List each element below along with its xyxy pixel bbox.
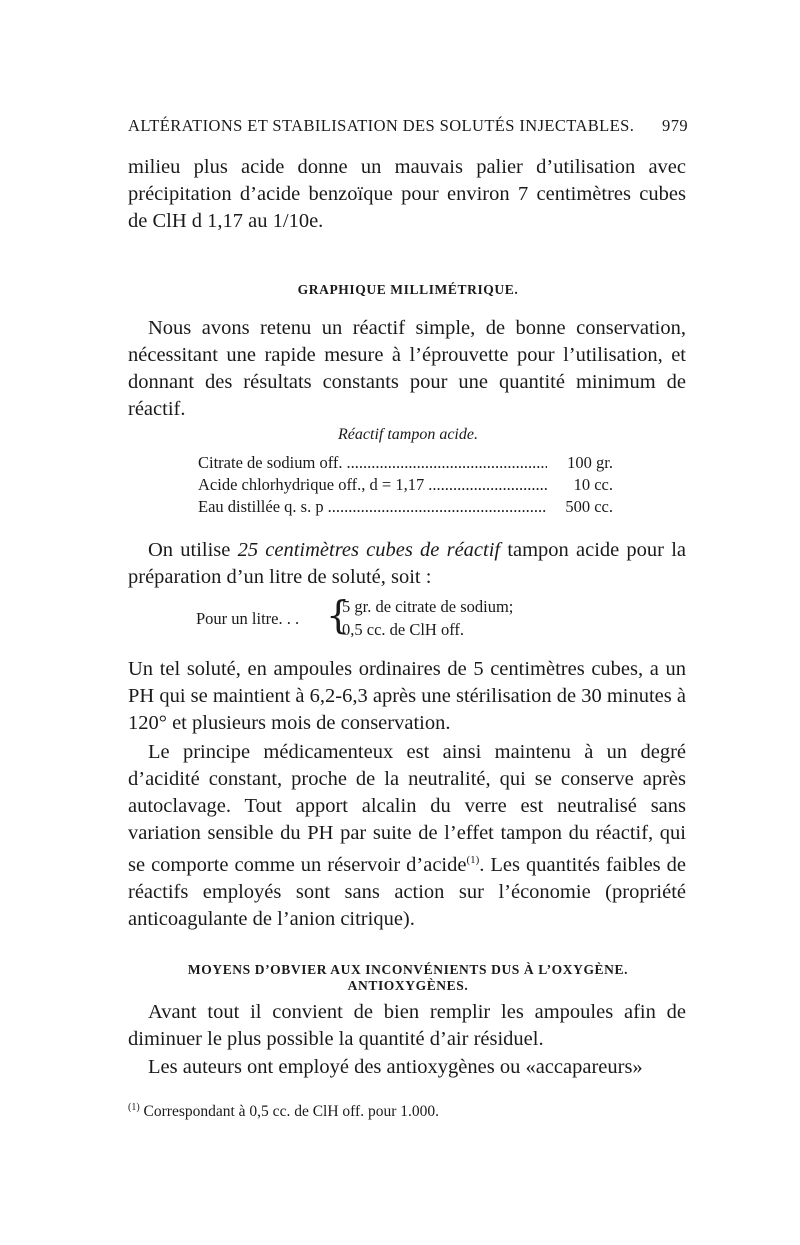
reagent-row bbox=[198, 453, 613, 473]
page-number: 979 bbox=[662, 116, 688, 135]
reagent-quantity: 100 gr. bbox=[567, 453, 613, 472]
section1-paragraph: Nous avons retenu un réactif simple, de bonne conservation, nécessitant une rapide mesure à l’éprouvette pour l’utilisation, et donnant des résultats constants pour une quantité minimum de réactif. bbox=[128, 317, 686, 420]
leader-dots bbox=[428, 475, 547, 495]
running-title: ALTÉRATIONS ET STABILISATION DES SOLUTÉS INJECTABLES. bbox=[128, 116, 635, 135]
running-header bbox=[128, 116, 688, 136]
usage-text-before: On utilise bbox=[148, 539, 231, 561]
reagent-name: Acide chlorhydrique off., d = 1,17 bbox=[198, 475, 425, 494]
usage-emphasis: 25 centimètres cubes de réactif bbox=[237, 539, 501, 561]
reagent-name: Eau distillée q. s. p bbox=[198, 497, 324, 516]
usage-text-after: tampon acide pour la préparation d’un litre de soluté, soit : bbox=[128, 539, 686, 588]
reagent-row bbox=[198, 497, 613, 517]
per-litre-line-2: 0,5 cc. de ClH off. bbox=[342, 620, 465, 639]
reagent-row bbox=[198, 475, 613, 495]
per-litre-label: Pour un litre. . . bbox=[196, 609, 300, 628]
solute-paragraph: Un tel soluté, en ampoules ordinaires de 5 centimètres cubes, a un PH qui se maintient à 6,2-6,3 après une stérilisation de 30 minutes à 120° et plusieurs mois de conservation. bbox=[128, 658, 686, 734]
principle-text-b: . Les quantités faibles de réactifs employés sont sans action sur l’économie (propriété anticoagulante de l’anion citrique). bbox=[128, 853, 686, 930]
section-title-antioxygenes: MOYENS D’OBVIER AUX INCONVÉNIENTS DUS À L’OXYGÈNE. ANTIOXYGÈNES. bbox=[187, 962, 629, 993]
leader-dots bbox=[328, 497, 547, 517]
footnote-marker: (1) bbox=[128, 1102, 140, 1113]
footnote-text: Correspondant à 0,5 cc. de ClH off. pour 1.000. bbox=[143, 1103, 439, 1121]
footnote-ref: (1) bbox=[466, 854, 480, 866]
per-litre-line-1: 5 gr. de citrate de sodium; bbox=[342, 597, 514, 616]
section-title-graphique: GRAPHIQUE MILLIMÉTRIQUE. bbox=[297, 282, 519, 297]
principle-text-a: Le principe médicamenteux est ainsi maintenu à un degré d’acidité constant, proche de la neutralité, qui se conserve après autoclavage. Tout apport alcalin du verre est neutralisé sans variation sensible du PH par suite de l’effet tampon du réactif, qui se comporte comme un réservoir d’acide bbox=[128, 741, 686, 876]
reagent-caption: Réactif tampon acide. bbox=[338, 426, 478, 443]
reagent-name: Citrate de sodium off. bbox=[198, 453, 343, 472]
leader-dots bbox=[347, 453, 547, 473]
usage-paragraph bbox=[128, 537, 686, 591]
per-litre-block bbox=[186, 595, 606, 645]
intro-paragraph: milieu plus acide donne un mauvais palier d’utilisation avec précipitation d’acide benzoïque pour environ 7 centimètres cubes de ClH d 1,17 au 1/10e. bbox=[128, 156, 686, 232]
principle-paragraph bbox=[128, 739, 686, 933]
reagent-quantity: 10 cc. bbox=[573, 475, 613, 494]
reagent-quantity: 500 cc. bbox=[565, 497, 613, 516]
ampoules-paragraph: Avant tout il convient de bien remplir les ampoules afin de diminuer le plus possible la quantité d’air résiduel. bbox=[128, 1001, 686, 1050]
curly-brace: { bbox=[326, 593, 351, 637]
footnote bbox=[128, 1102, 688, 1121]
authors-paragraph: Les auteurs ont employé des antioxygènes ou «accapareurs» bbox=[148, 1056, 643, 1078]
